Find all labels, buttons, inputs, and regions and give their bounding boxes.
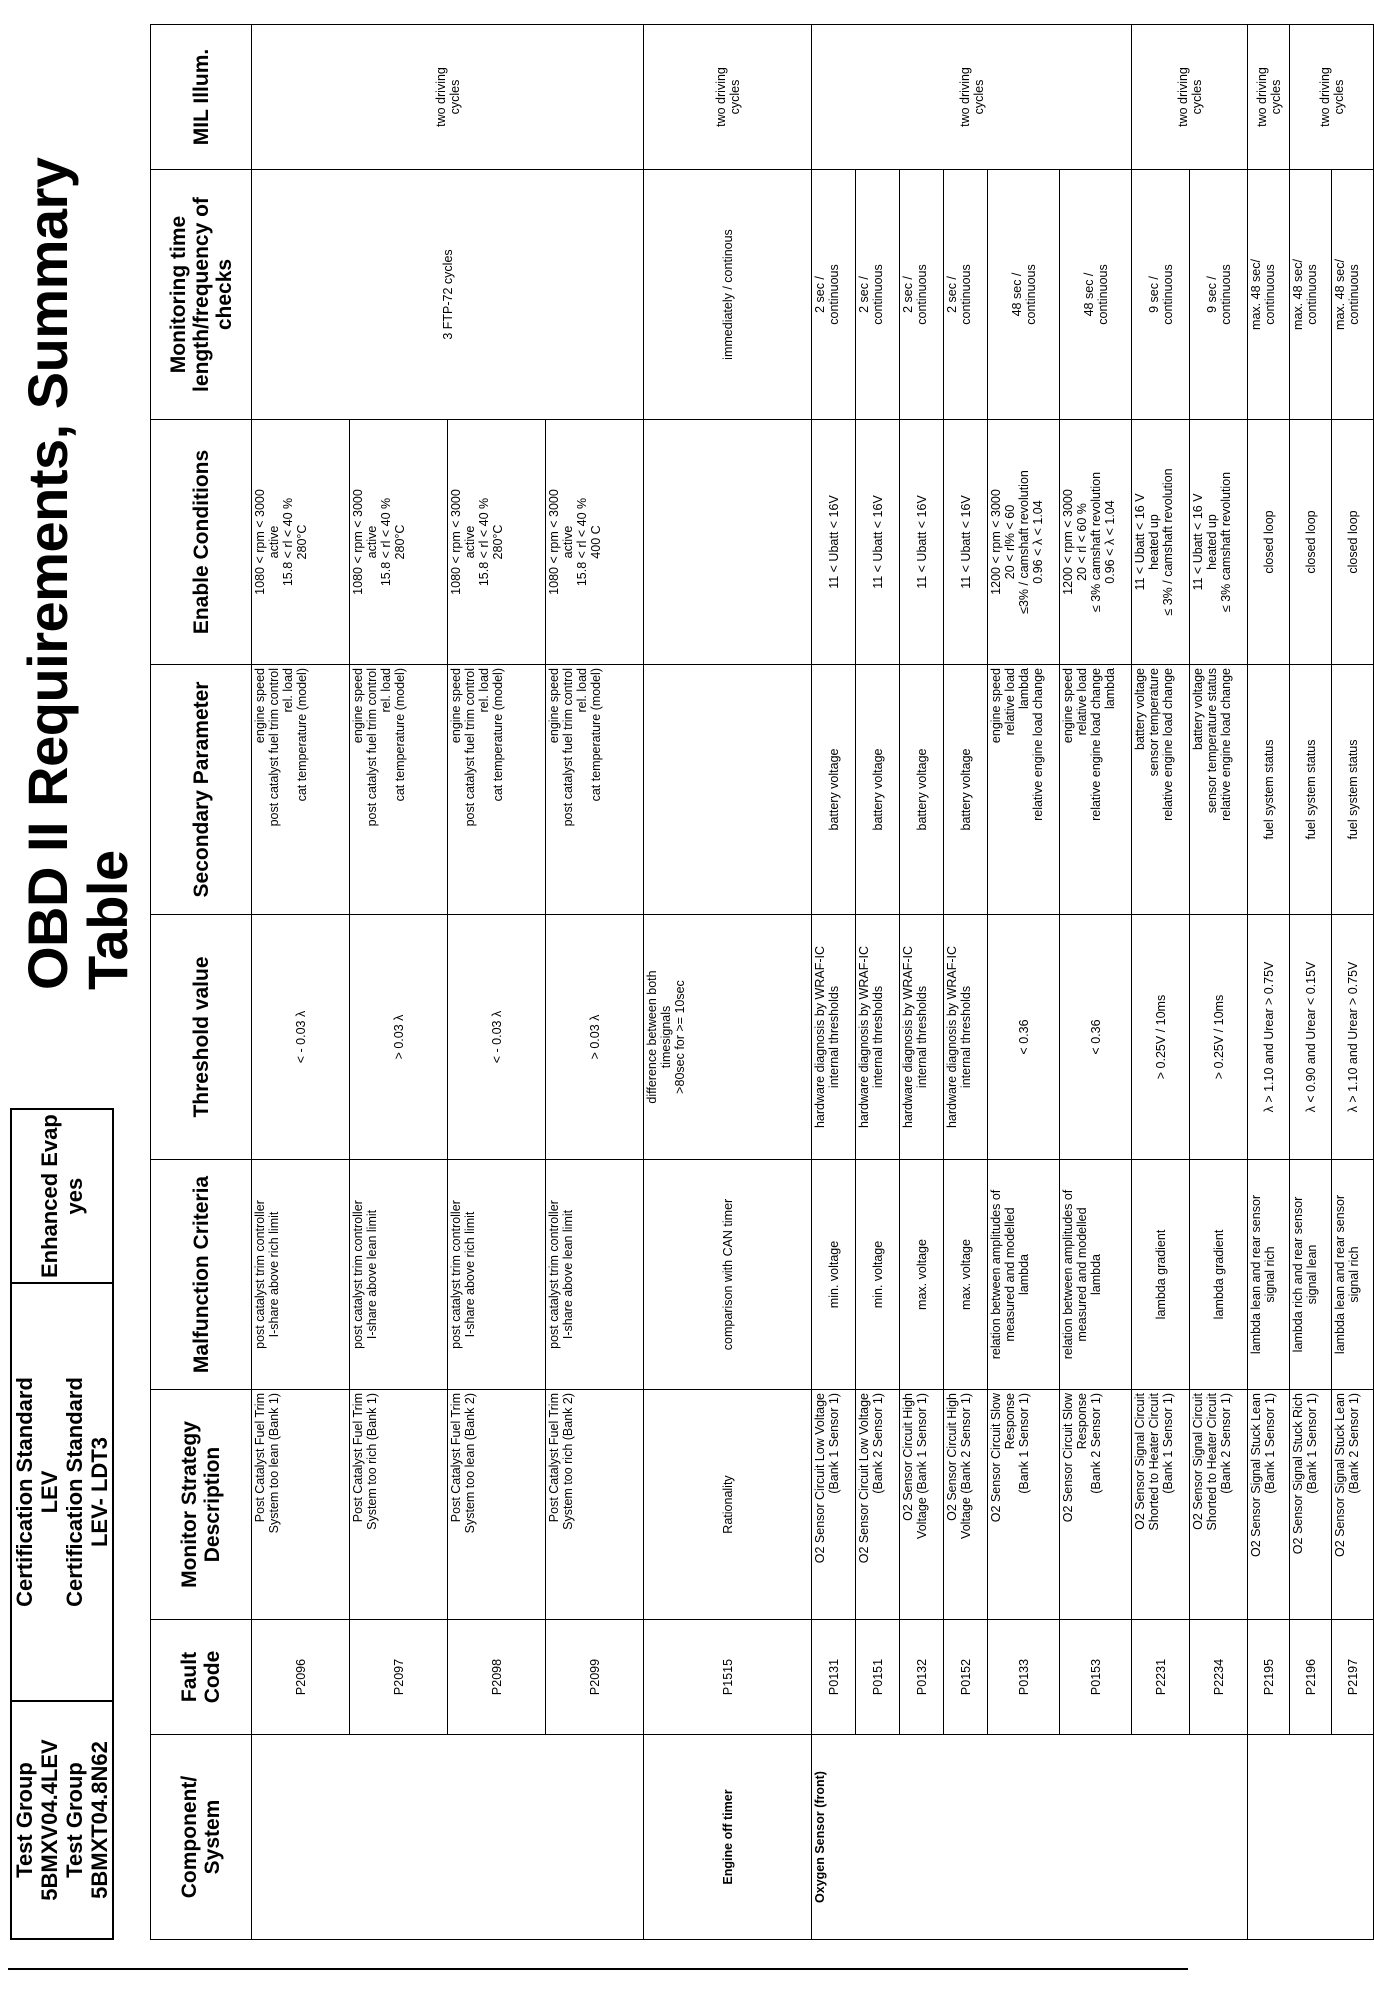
mil-cell: two driving cycles: [1132, 25, 1248, 170]
test-group-cell: [11, 1701, 113, 1939]
cert-standard-cell: [11, 1283, 113, 1701]
table-row: [988, 25, 1060, 1940]
threshold-cell: hardware diagnosis by WRAF-IC internal thresholds: [944, 915, 988, 1160]
cert-standard-label: Certification Standard: [12, 1377, 37, 1607]
col-header-secondary: Secondary Parameter: [151, 665, 252, 915]
monitoring-cell: 48 sec / continuous: [988, 170, 1060, 420]
col-header-monitor-strategy: Monitor Strategy Description: [151, 1390, 252, 1620]
page-title: OBD II Requirements, Summary Table: [16, 157, 139, 990]
monitoring-cell: 2 sec / continuous: [900, 170, 944, 420]
threshold-cell: > 0.03 λ: [546, 915, 644, 1160]
description-cell: O2 Sensor Signal Stuck Lean (Bank 1 Sensor 1): [1248, 1390, 1290, 1620]
monitoring-cell: 3 FTP-72 cycles: [252, 170, 644, 420]
fault-code-cell: P2234: [1190, 1620, 1248, 1735]
component-cell: [252, 1735, 644, 1940]
table-row: [856, 25, 900, 1940]
enable-cell: 11 < Ubatt < 16V: [944, 420, 988, 665]
threshold-cell: > 0.25V / 10ms: [1190, 915, 1248, 1160]
monitoring-cell: 2 sec / continuous: [812, 170, 856, 420]
secondary-cell: battery voltage: [944, 665, 988, 915]
description-cell: O2 Sensor Signal Circuit Shorted to Heater Circuit (Bank 1 Sensor 1): [1132, 1390, 1190, 1620]
enable-cell: 1080 < rpm < 3000 active 15.8 < rl < 40 % 280°C: [252, 420, 350, 665]
enable-cell: 11 < Ubatt < 16V: [812, 420, 856, 665]
mil-cell: two driving cycles: [1290, 25, 1374, 170]
page-edge-line: [8, 1968, 1188, 1970]
threshold-cell: < - 0.03 λ: [448, 915, 546, 1160]
table-row: [812, 25, 856, 1940]
monitoring-cell: max. 48 sec/ continuous: [1248, 170, 1290, 420]
enhanced-evap-value: yes: [62, 1177, 87, 1215]
secondary-cell: engine speed post catalyst fuel trim control rel. load cat temperature (model): [350, 665, 448, 915]
col-header-monitoring-time: Monitoring time length/frequency of checks: [151, 170, 252, 420]
secondary-cell: engine speed relative load lambda relative engine load change: [988, 665, 1060, 915]
enable-cell: 11 < Ubatt < 16V: [900, 420, 944, 665]
malfunction-cell: lambda lean and rear sensor signal rich: [1248, 1160, 1290, 1390]
cert-standard-value-1: LEV: [37, 1470, 62, 1514]
col-header-threshold: Threshold value: [151, 915, 252, 1160]
malfunction-cell: relation between amplitudes of measured and modelled lambda: [1060, 1160, 1132, 1390]
description-cell: O2 Sensor Signal Circuit Shorted to Heater Circuit (Bank 2 Sensor 1): [1190, 1390, 1248, 1620]
fault-code-cell: P2097: [350, 1620, 448, 1735]
description-cell: Post Catalyst Fuel Trim System too rich (Bank 2): [546, 1390, 644, 1620]
col-header-mil: MIL Illum.: [151, 25, 252, 170]
fault-code-cell: P2231: [1132, 1620, 1190, 1735]
malfunction-cell: min. voltage: [856, 1160, 900, 1390]
threshold-cell: < 0.36: [1060, 915, 1132, 1160]
mil-cell: two driving cycles: [644, 25, 812, 170]
test-group-label-2: Test Group: [62, 1762, 87, 1878]
monitoring-cell: max. 48 sec/ continuous: [1290, 170, 1332, 420]
description-cell: O2 Sensor Circuit Low Voltage (Bank 2 Sensor 1): [856, 1390, 900, 1620]
enable-cell: 1080 < rpm < 3000 active 15.8 < rl < 40 % 280°C: [350, 420, 448, 665]
component-cell: Oxygen Sensor (front): [812, 1735, 1248, 1940]
component-cell: Engine off timer: [644, 1735, 812, 1940]
fault-code-cell: P0153: [1060, 1620, 1132, 1735]
malfunction-cell: max. voltage: [944, 1160, 988, 1390]
monitoring-cell: 2 sec / continuous: [944, 170, 988, 420]
malfunction-cell: post catalyst trim controller I-share above rich limit: [448, 1160, 546, 1390]
secondary-cell: battery voltage: [900, 665, 944, 915]
fault-code-cell: P2098: [448, 1620, 546, 1735]
test-group-value-2: 5BMXT04.8N62: [87, 1741, 112, 1899]
malfunction-cell: lambda gradient: [1190, 1160, 1248, 1390]
col-header-enable: Enable Conditions: [151, 420, 252, 665]
monitoring-cell: 48 sec / continuous: [1060, 170, 1132, 420]
malfunction-cell: post catalyst trim controller I-share above lean limit: [546, 1160, 644, 1390]
secondary-cell: [644, 665, 812, 915]
monitoring-cell: 2 sec / continuous: [856, 170, 900, 420]
threshold-cell: hardware diagnosis by WRAF-IC internal thresholds: [812, 915, 856, 1160]
table-row: [944, 25, 988, 1940]
malfunction-cell: lambda gradient: [1132, 1160, 1190, 1390]
threshold-cell: difference between both timesignals >80sec for >= 10sec: [644, 915, 812, 1160]
fault-code-cell: P0152: [944, 1620, 988, 1735]
cert-standard-label-2: Certification Standard: [62, 1377, 87, 1607]
mil-cell: two driving cycles: [252, 25, 644, 170]
fault-code-cell: P2195: [1248, 1620, 1290, 1735]
description-cell: Post Catalyst Fuel Trim System too rich (Bank 1): [350, 1390, 448, 1620]
secondary-cell: battery voltage sensor temperature status relative engine load change: [1190, 665, 1248, 915]
col-header-malfunction: Malfunction Criteria: [151, 1160, 252, 1390]
secondary-cell: engine speed relative load relative engine load change lambda: [1060, 665, 1132, 915]
malfunction-cell: post catalyst trim controller I-share above rich limit: [252, 1160, 350, 1390]
description-cell: Post Catalyst Fuel Trim System too lean (Bank 1): [252, 1390, 350, 1620]
fault-code-cell: P0133: [988, 1620, 1060, 1735]
threshold-cell: hardware diagnosis by WRAF-IC internal thresholds: [900, 915, 944, 1160]
description-cell: O2 Sensor Signal Stuck Rich (Bank 1 Sensor 1): [1290, 1390, 1332, 1620]
table-row: [1248, 25, 1290, 1940]
monitoring-cell: 9 sec / continuous: [1132, 170, 1190, 420]
header-table: [10, 1108, 114, 1940]
enable-cell: 1200 < rpm < 3000 20 < rl% < 60 ≤3% / camshaft revolution 0.96 < λ < 1.04: [988, 420, 1060, 665]
table-row: [644, 25, 812, 1940]
secondary-cell: fuel system status: [1290, 665, 1332, 915]
description-cell: O2 Sensor Circuit Slow Response (Bank 2 Sensor 1): [1060, 1390, 1132, 1620]
secondary-cell: engine speed post catalyst fuel trim control rel. load cat temperature (model): [252, 665, 350, 915]
fault-code-cell: P2197: [1332, 1620, 1374, 1735]
enable-cell: closed loop: [1332, 420, 1374, 665]
fault-code-cell: P0131: [812, 1620, 856, 1735]
fault-code-cell: P2099: [546, 1620, 644, 1735]
fault-code-cell: P2096: [252, 1620, 350, 1735]
description-cell: O2 Sensor Circuit Slow Response (Bank 1 Sensor 1): [988, 1390, 1060, 1620]
description-cell: O2 Sensor Circuit High Voltage (Bank 1 Sensor 1): [900, 1390, 944, 1620]
malfunction-cell: relation between amplitudes of measured and modelled lambda: [988, 1160, 1060, 1390]
description-cell: Rationality: [644, 1390, 812, 1620]
enhanced-evap-label: Enhanced Evap: [37, 1114, 62, 1278]
threshold-cell: < - 0.03 λ: [252, 915, 350, 1160]
threshold-cell: < 0.36: [988, 915, 1060, 1160]
fault-code-cell: P2196: [1290, 1620, 1332, 1735]
table-row: [1132, 25, 1190, 1940]
monitoring-cell: 9 sec / continuous: [1190, 170, 1248, 420]
enhanced-evap-cell: [11, 1109, 113, 1283]
description-cell: O2 Sensor Signal Stuck Lean (Bank 2 Sensor 1): [1332, 1390, 1374, 1620]
malfunction-cell: max. voltage: [900, 1160, 944, 1390]
enable-cell: closed loop: [1290, 420, 1332, 665]
fault-code-cell: P0132: [900, 1620, 944, 1735]
threshold-cell: > 0.25V / 10ms: [1132, 915, 1190, 1160]
table-header-row: [151, 25, 252, 1940]
enable-cell: 1200 < rpm < 3000 20 < rl < 60 % ≤ 3% camshaft revolution 0.96 < λ < 1.04: [1060, 420, 1132, 665]
enable-cell: 11 < Ubatt < 16 V heated up ≤ 3% camshaft revolution: [1190, 420, 1248, 665]
cert-standard-value-2: LEV- LDT3: [87, 1437, 112, 1548]
malfunction-cell: min. voltage: [812, 1160, 856, 1390]
col-header-fault-code: Fault Code: [151, 1620, 252, 1735]
secondary-cell: battery voltage sensor temperature relative engine load change: [1132, 665, 1190, 915]
description-cell: O2 Sensor Circuit Low Voltage (Bank 1 Sensor 1): [812, 1390, 856, 1620]
secondary-cell: battery voltage: [856, 665, 900, 915]
monitoring-cell: max. 48 sec/ continuous: [1332, 170, 1374, 420]
secondary-cell: fuel system status: [1332, 665, 1374, 915]
test-group-label: Test Group: [12, 1762, 37, 1878]
monitoring-cell: immediately / continous: [644, 170, 812, 420]
enable-cell: 1080 < rpm < 3000 active 15.8 < rl < 40 % 400 C: [546, 420, 644, 665]
secondary-cell: engine speed post catalyst fuel trim control rel. load cat temperature (model): [546, 665, 644, 915]
table-row: [900, 25, 944, 1940]
threshold-cell: λ < 0.90 and Urear < 0.15V: [1290, 915, 1332, 1160]
mil-cell: two driving cycles: [1248, 25, 1290, 170]
malfunction-cell: lambda rich and rear sensor signal lean: [1290, 1160, 1332, 1390]
table-row: [1332, 25, 1374, 1940]
malfunction-cell: lambda lean and rear sensor signal rich: [1332, 1160, 1374, 1390]
secondary-cell: engine speed post catalyst fuel trim control rel. load cat temperature (model): [448, 665, 546, 915]
table-row: [1060, 25, 1132, 1940]
secondary-cell: fuel system status: [1248, 665, 1290, 915]
enable-cell: 1080 < rpm < 3000 active 15.8 < rl < 40 % 280°C: [448, 420, 546, 665]
test-group-value-1: 5BMXV04.4LEV: [37, 1739, 62, 1901]
obd-summary-table: [150, 24, 1374, 1940]
fault-code-cell: P0151: [856, 1620, 900, 1735]
enable-cell: [644, 420, 812, 665]
description-cell: O2 Sensor Circuit High Voltage (Bank 2 Sensor 1): [944, 1390, 988, 1620]
threshold-cell: λ > 1.10 and Urear > 0.75V: [1332, 915, 1374, 1160]
malfunction-cell: post catalyst trim controller I-share above lean limit: [350, 1160, 448, 1390]
table-row: [252, 25, 350, 1940]
threshold-cell: > 0.03 λ: [350, 915, 448, 1160]
table-row: [1290, 25, 1332, 1940]
mil-cell: two driving cycles: [812, 25, 1132, 170]
description-cell: Post Catalyst Fuel Trim System too lean (Bank 2): [448, 1390, 546, 1620]
threshold-cell: hardware diagnosis by WRAF-IC internal thresholds: [856, 915, 900, 1160]
col-header-component: Component/ System: [151, 1735, 252, 1940]
enable-cell: closed loop: [1248, 420, 1290, 665]
secondary-cell: battery voltage: [812, 665, 856, 915]
threshold-cell: λ > 1.10 and Urear > 0.75V: [1248, 915, 1290, 1160]
enable-cell: 11 < Ubatt < 16 V heated up ≤ 3% / camshaft revolution: [1132, 420, 1190, 665]
component-cell: [1248, 1735, 1374, 1940]
enable-cell: 11 < Ubatt < 16V: [856, 420, 900, 665]
malfunction-cell: comparison with CAN timer: [644, 1160, 812, 1390]
fault-code-cell: P1515: [644, 1620, 812, 1735]
table-row: [1190, 25, 1248, 1940]
